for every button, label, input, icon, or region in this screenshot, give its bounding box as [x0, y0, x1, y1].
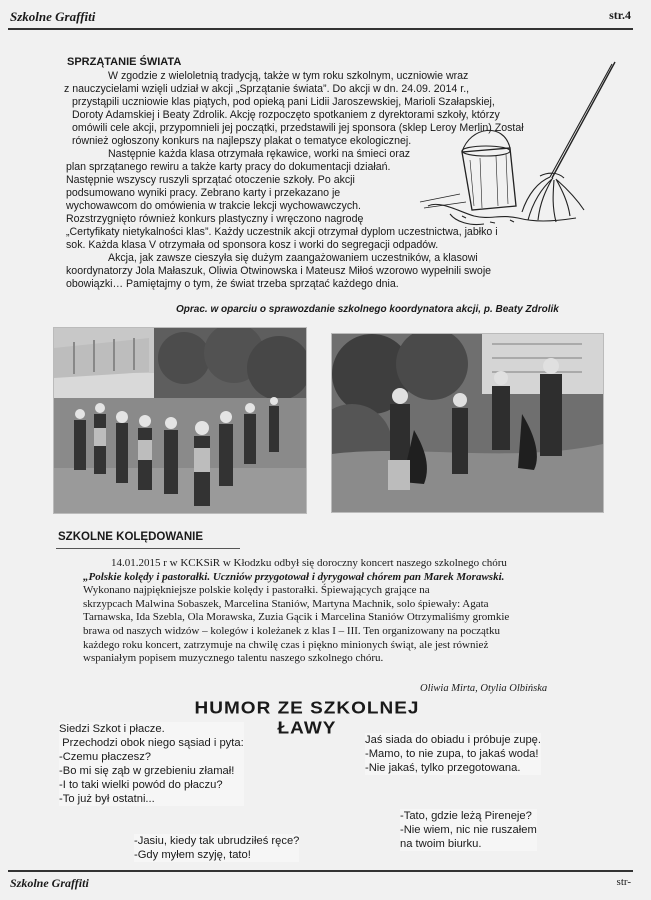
article-title-cleanup: SPRZĄTANIE ŚWIATA [67, 56, 182, 68]
page-header [8, 6, 633, 30]
cleanup-photo-schoolyard [53, 327, 307, 514]
joke-line: -To już był ostatni... [59, 793, 155, 805]
article-line: Doroty Adamskiej i Beaty Zdrolik. Akcję rozpoczęto spotkaniem z dyrektorami szkoły, którzy [72, 109, 500, 121]
article-line: „Polskie kolędy i pastorałki. Uczniów przygotował i dyrygował chórem pan Marek Morawski. [83, 570, 505, 583]
article-line: Akcja, jak zawsze cieszyła się dużym zaangażowaniem uczestników, a klasowi [108, 252, 478, 264]
footer-title: Szkolne Graffiti [10, 876, 89, 890]
cleanup-photo-slope [331, 333, 604, 513]
page-footer [8, 870, 633, 894]
article-line: obowiązki… Pamiętajmy o tym, że świat trzeba sprzątać każdego dnia. [66, 278, 399, 290]
joke-line: Siedzi Szkot i płacze. [59, 723, 165, 735]
article-line: sok. Każda klasa V otrzymała od sponsora kosz i worki do segregacji odpadów. [66, 239, 439, 251]
newsletter-title: Szkolne Graffiti [10, 9, 96, 24]
article-line: Wykonano najpiękniejsze polskie kolędy i pastorałki. Śpiewających grające na [83, 584, 430, 597]
article-title-carols: SZKOLNE KOLĘDOWANIE [58, 531, 204, 543]
humor-heading: HUMOR ZE SZKOLNEJ ŁAWY [194, 699, 420, 738]
joke-line: -I to taki wielki powód do płaczu? [59, 779, 223, 791]
article-authors: Oliwia Mirta, Otylia Olbińska [420, 683, 548, 694]
broom-bucket-illustration [400, 56, 630, 232]
article-line: również ogłoszony konkurs na najlepszy plakat o tematyce ekologicznej. [72, 135, 412, 147]
article-line: przystąpili uczniowie klas piątych, pod opieką pani Lidii Jaroszewskiej, Marioli Szałapskiej, [72, 96, 495, 108]
joke-3 [400, 809, 537, 851]
joke-line: -Tato, gdzie leżą Pireneje? [400, 810, 532, 822]
article-line: Tarnawska, Ida Szebla, Ola Morawska, Zuzia Gącik i Marcelina Staniów Otrzymaliśmy gromkie [83, 611, 510, 624]
article-line: W zgodzie z wieloletnią tradycją, także w tym roku szkolnym, uczniowie wraz [108, 70, 469, 82]
title-divider [56, 548, 240, 549]
footer-page-number: str- [616, 876, 631, 888]
article-line: każdego roku koncert, zatrzymuje na chwilę czas i piękno minionych świąt, ale jest również [83, 638, 489, 651]
article-line: podsumowano wyniki pracy. Zebrano karty i przekazano je [66, 187, 341, 199]
joke-line: -Jasiu, kiedy tak ubrudziłeś ręce? [134, 835, 300, 847]
article-line: koordynatorzy Jola Małaszuk, Oliwia Otwinowska i Mateusz Miłoś wzorowo wypełnili swoje [66, 265, 492, 277]
article-line: wspaniałym popisem muzycznego talentu naszego szkolnego chóru. [83, 652, 384, 665]
students-with-bags-photo [332, 334, 603, 512]
article-line: 14.01.2015 r w KCKSiR w Kłodzku odbył się doroczny koncert naszego szkolnego chóru [111, 557, 507, 569]
article-line: Rozstrzygnięto również konkurs plastyczny i wręczono nagrodę [66, 213, 364, 225]
page-number: str.4 [609, 8, 631, 22]
article-line: wychowawcom do omówienia w trakcie lekcji wychowawczych. [66, 200, 361, 212]
joke-line: Przechodzi obok niego sąsiad i pyta: [59, 737, 244, 749]
joke-line: na twoim biurku. [400, 838, 482, 850]
article-line: „Certyfikaty nietykalności klas”. Każdy uczestnik akcji otrzymał dyplom uczestnictwa, jabłko i [66, 226, 498, 238]
article-line: brawa od naszych widzów – kolegów i koleżanek z klas I – III. Ten organizowany na początku [83, 624, 500, 637]
article-line: z nauczycielami wzięli udział w akcji „Sprzątanie świata”. Do akcji w dn. 24.09. 2014 r., [64, 83, 470, 95]
joke-line: -Nie jakaś, tylko przegotowana. [365, 762, 521, 774]
joke-line: -Mamo, to nie zupa, to jakaś woda! [365, 748, 539, 760]
article-source-note: Oprac. w oparciu o sprawozdanie szkolnego koordynatora akcji, p. Beaty Zdrolik [176, 304, 559, 315]
joke-line: -Bo mi się ząb w grzebieniu złamał! [59, 765, 235, 777]
article-line: omówili cele akcji, przypomnieli jej początki, przedstawili jej sponsora (sklep Leroy Merlin) Został [72, 122, 524, 134]
joke-line: -Nie wiem, nic nie ruszałem [400, 824, 537, 836]
article-line: Następnie każda klasa otrzymała rękawice, worki na śmieci oraz [108, 148, 411, 160]
article-line: Następnie wszyscy ruszyli sprzątać otoczenie szkoły. Po akcji [66, 174, 355, 186]
joke-line: -Gdy myłem szyję, tato! [134, 849, 251, 861]
article-body-carols [83, 557, 561, 666]
joke-line: Jaś siada do obiadu i próbuje zupę. [365, 734, 542, 746]
article-line: plan sprzątanego rewiru a także karty pracy do dokumentacji działań. [66, 161, 391, 173]
group-of-students-photo [54, 328, 306, 513]
joke-4 [134, 834, 299, 862]
joke-2 [365, 733, 541, 775]
joke-line: -Czemu płaczesz? [59, 751, 152, 763]
article-line: skrzypcach Malwina Sobaszek, Marcelina Staniów, Martyna Machnik, solo śpiewały: Agata [83, 597, 489, 610]
joke-1 [59, 722, 244, 806]
